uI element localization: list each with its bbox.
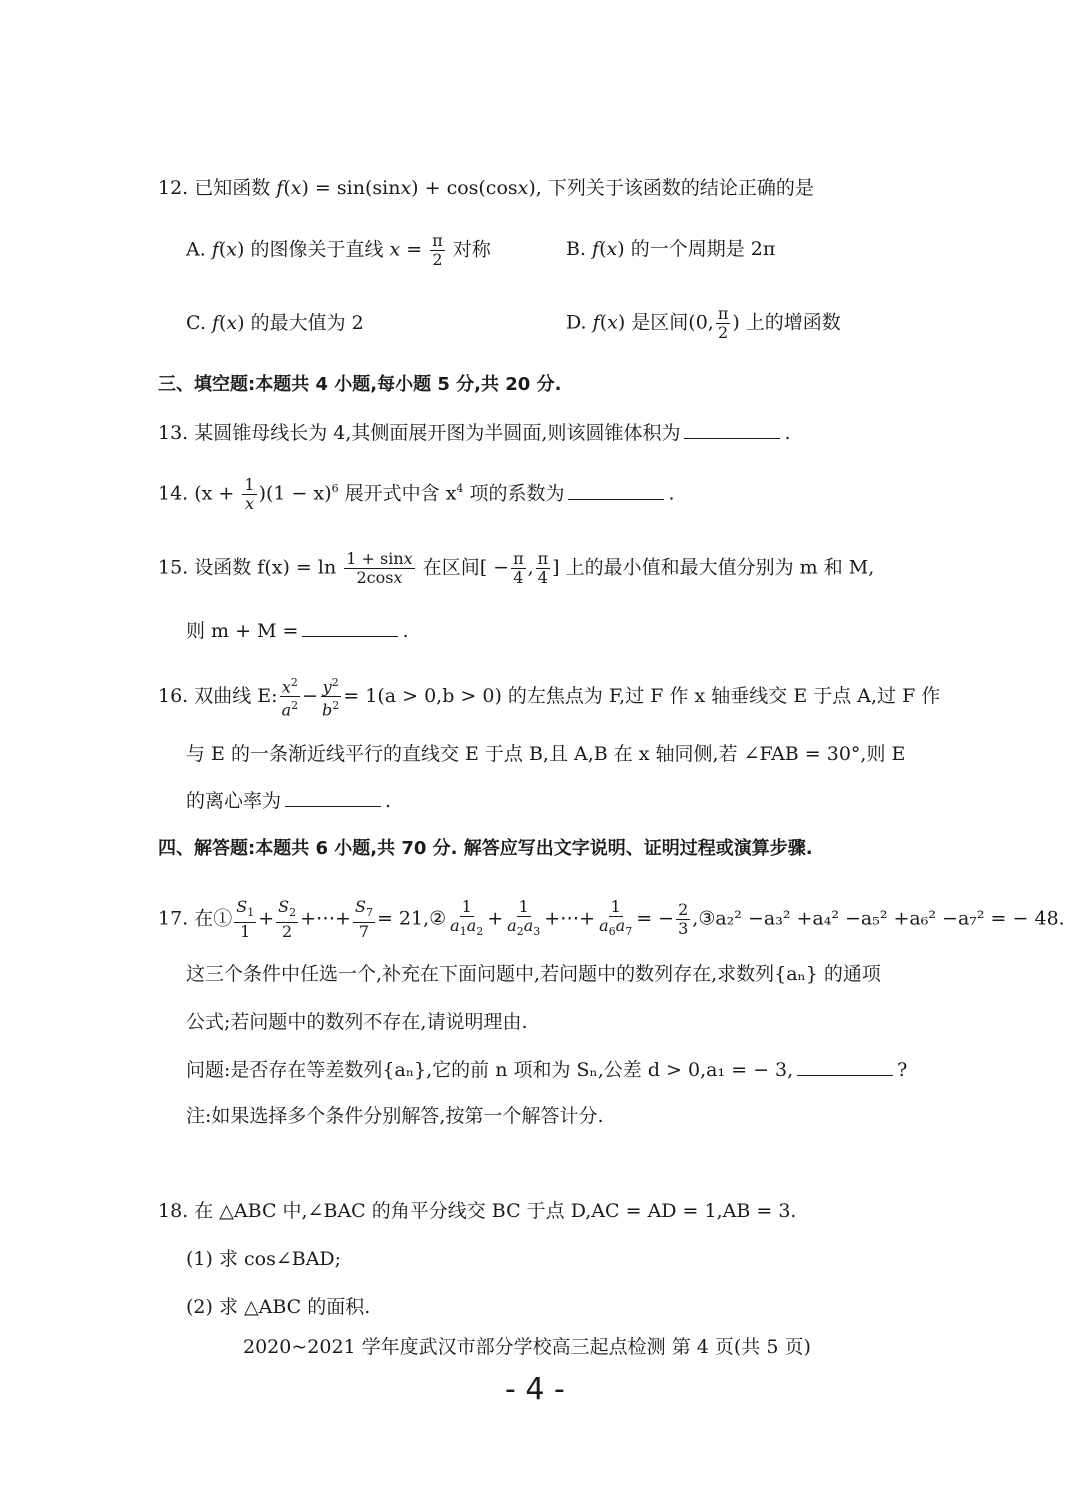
q17-line4: 问题:是否存在等差数列{aₙ},它的前 n 项和为 Sₙ,公差 d > 0,a₁ = − 3, ? [186, 1059, 908, 1081]
q17-line1: 17. 在① $\frac{S_1}{1}$ + $\frac{S_2}{2}$ +⋯+ $\frac{S_7}{7}$ = 21,② $\frac{1}{a_1a_2}$ + $\frac{1}{a_2a_3}$ +⋯+ $\frac{1}{a_6a_7}$ = − $\frac{2}{3}$ ,③a₂² −a₃² +a₄² −a₅² +a₆² −a₇² = − 48. [158, 897, 1065, 942]
section3-heading: 三、填空题:本题共 4 小题,每小题 5 分,共 20 分. [158, 374, 562, 395]
q16-line1: 16. 双曲线 E: $\frac{x^2}{a^2}$ − $\frac{y^2}{b^2}$ = 1(a > 0,b > 0) 的左焦点为 F,过 F 作 x 轴垂线交 E 于点 A,过 F 作 [158, 676, 941, 720]
q18-stem: 18. 在 △ABC 中,∠BAC 的角平分线交 BC 于点 D,AC = AD = 1,AB = 3. [158, 1200, 797, 1222]
q17-line2: 这三个条件中任选一个,补充在下面问题中,若问题中的数列存在,求数列{aₙ} 的通项 [186, 963, 881, 985]
q13: 13. 某圆锥母线长为 4,其侧面展开图为半圆面,则该圆锥体积为 . [158, 422, 791, 444]
answer-blank [684, 422, 780, 439]
answer-blank [302, 620, 398, 637]
q15-line2: 则 m + M = . [186, 620, 409, 642]
q12-option-c: C. f(x) 的最大值为 2 [186, 312, 364, 334]
page-number: - 4 - [505, 1372, 565, 1407]
q12-stem: 12. 已知函数 f(x) = sin(sinx) + cos(cosx), 下列关于该函数的结论正确的是 [158, 177, 814, 199]
q18-part2: (2) 求 △ABC 的面积. [186, 1296, 371, 1318]
page-footer: 2020~2021 学年度武汉市部分学校高三起点检测 第 4 页(共 5 页) [243, 1336, 811, 1358]
q18-part1: (1) 求 cos∠BAD; [186, 1248, 342, 1270]
q12-option-d: D. f(x) 是区间(0, $\frac{\pi}{2}$ ) 上的增函数 [566, 304, 841, 342]
q17-note: 注:如果选择多个条件分别解答,按第一个解答计分. [186, 1105, 604, 1127]
q14: 14. (x + $\frac{1}{x}$ )$(1 - x)^6$ 展开式中含 $x^4$ 项的系数为 . [158, 475, 675, 513]
answer-blank [797, 1059, 893, 1076]
q16-line3: 的离心率为 . [186, 790, 392, 812]
q12-option-b: B. f(x) 的一个周期是 2π [566, 238, 776, 260]
answer-blank [285, 790, 381, 807]
q15-line1: 15. 设函数 f(x) = ln $\frac{1 + \sin x}{2\cos x}$ 在区间[ − $\frac{\pi}{4}$ , $\frac{\pi}{4}$ ] 上的最小值和最大值分别为 m 和 M, [158, 549, 875, 587]
q17-line3: 公式;若问题中的数列不存在,请说明理由. [186, 1011, 528, 1033]
q16-line2: 与 E 的一条渐近线平行的直线交 E 于点 B,且 A,B 在 x 轴同侧,若 ∠FAB = 30°,则 E [186, 743, 906, 765]
answer-blank [568, 483, 664, 500]
q12-option-a: A. f(x) 的图像关于直线 x = $\frac{\pi}{2}$ 对称 [186, 231, 491, 269]
section4-heading: 四、解答题:本题共 6 小题,共 70 分. 解答应写出文字说明、证明过程或演算步骤. [158, 838, 813, 859]
